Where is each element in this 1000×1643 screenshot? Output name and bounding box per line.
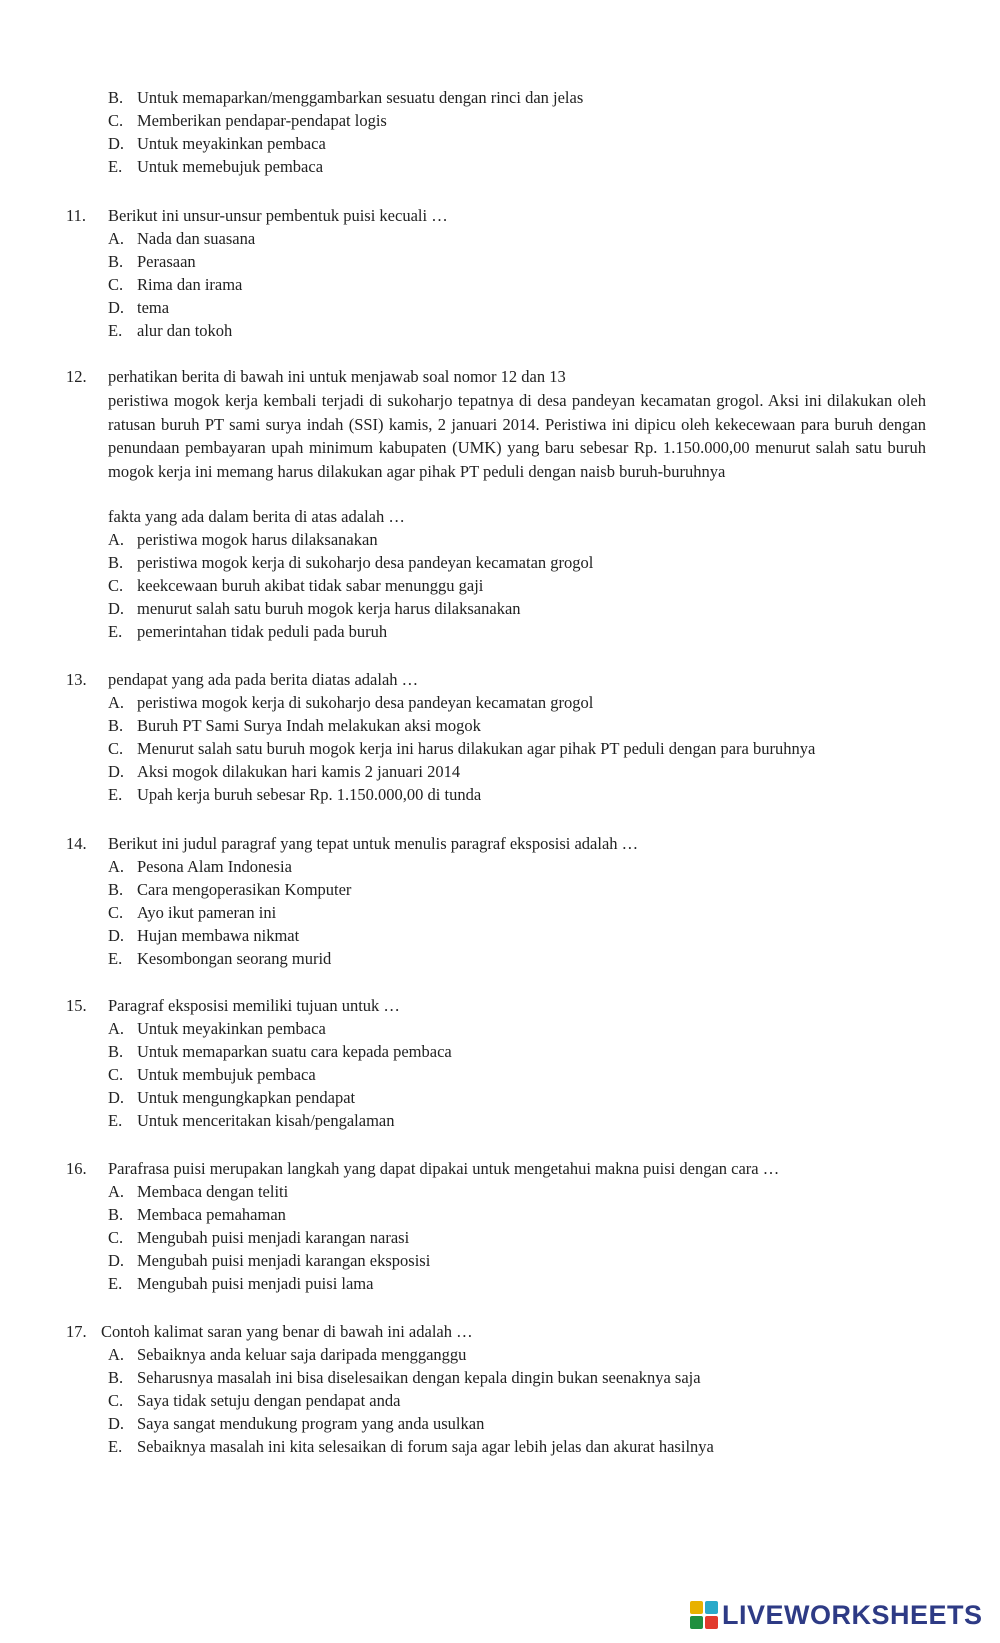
question-number: 13. — [66, 670, 87, 689]
option-text: Sebaiknya anda keluar saja daripada mengganggu — [137, 1345, 467, 1364]
option-text: Upah kerja buruh sebesar Rp. 1.150.000,00 di tunda — [137, 785, 482, 804]
option-text: Rima dan irama — [137, 275, 243, 294]
question-text: Parafrasa puisi merupakan langkah yang dapat dipakai untuk mengetahui makna puisi dengan cara … — [108, 1159, 780, 1178]
option-letter: C. — [108, 903, 124, 922]
option-text: peristiwa mogok harus dilaksanakan — [137, 530, 378, 549]
option-letter: A. — [108, 229, 125, 248]
option-text: keekcewaan buruh akibat tidak sabar menunggu gaji — [137, 576, 484, 595]
option-text: Seharusnya masalah ini bisa diselesaikan dengan kepala dingin bukan seenaknya saja — [137, 1368, 701, 1387]
option-text: Untuk membujuk pembaca — [137, 1065, 316, 1084]
option-text: Memberikan pendapar-pendapat logis — [137, 111, 387, 130]
option-text: Untuk menceritakan kisah/pengalaman — [137, 1111, 395, 1130]
option-letter: D. — [108, 762, 125, 781]
option-text: Ayo ikut pameran ini — [137, 903, 277, 922]
option-letter: B. — [108, 252, 124, 271]
question-text: Contoh kalimat saran yang benar di bawah ini adalah … — [101, 1322, 473, 1341]
logo-square — [705, 1601, 718, 1614]
option-text: peristiwa mogok kerja di sukoharjo desa pandeyan kecamatan grogol — [137, 693, 594, 712]
option-letter: E. — [108, 1274, 123, 1293]
option-letter: C. — [108, 1065, 124, 1084]
option-letter: A. — [108, 693, 125, 712]
news-passage: peristiwa mogok kerja kembali terjadi di sukoharjo tepatnya di desa pandeyan kecamatan grogol. Aksi ini dilakukan oleh ratusan buruh PT sami surya indah (SSI) kamis, 2 januari 2014. Peristiwa ini dipicu oleh kekecewaan para buruh dengan penundaan pembayaran upah minimum kabupaten (UMK) yang baru sebesar Rp. 1.150.000,00 menurut salah satu buruh mogok kerja ini memang harus dilakukan agar pihak PT peduli dengan naisb buruh-buruhnya — [108, 391, 926, 481]
option-text: Mengubah puisi menjadi karangan narasi — [137, 1228, 410, 1247]
question-number: 15. — [66, 996, 87, 1015]
option-letter: E. — [108, 321, 123, 340]
option-text: Untuk mengungkapkan pendapat — [137, 1088, 356, 1107]
option-letter: E. — [108, 1111, 123, 1130]
option-letter: A. — [108, 1345, 125, 1364]
option-text: pemerintahan tidak peduli pada buruh — [137, 622, 388, 641]
option-text: tema — [137, 298, 170, 317]
question-number: 12. — [66, 367, 87, 386]
option-letter: E. — [108, 1437, 123, 1456]
option-letter: B. — [108, 1205, 124, 1224]
option-letter: A. — [108, 857, 125, 876]
option-text: Aksi mogok dilakukan hari kamis 2 januari 2014 — [137, 762, 461, 781]
option-letter: D. — [108, 298, 125, 317]
option-text: Untuk meyakinkan pembaca — [137, 1019, 326, 1038]
option-letter: D. — [108, 599, 125, 618]
option-text: Buruh PT Sami Surya Indah melakukan aksi mogok — [137, 716, 481, 735]
option-letter: B. — [108, 1368, 124, 1387]
logo-square — [690, 1616, 703, 1629]
option-text: Sebaiknya masalah ini kita selesaikan di forum saja agar lebih jelas dan akurat hasilnya — [137, 1437, 714, 1456]
option-text: Untuk memebujuk pembaca — [137, 157, 324, 176]
option-letter: D. — [108, 1088, 125, 1107]
option-letter: D. — [108, 134, 125, 153]
option-text: peristiwa mogok kerja di sukoharjo desa pandeyan kecamatan grogol — [137, 553, 594, 572]
option-letter: E. — [108, 785, 123, 804]
option-letter: B. — [108, 88, 124, 107]
option-text: Membaca pemahaman — [137, 1205, 286, 1224]
liveworksheets-brand-text: LIVEWORKSHEETS — [722, 1599, 983, 1630]
option-text: Mengubah puisi menjadi puisi lama — [137, 1274, 374, 1293]
option-letter: A. — [108, 1019, 125, 1038]
option-letter: B. — [108, 716, 124, 735]
option-text: Menurut salah satu buruh mogok kerja ini harus dilakukan agar pihak PT peduli dengan para buruhnya — [137, 739, 816, 758]
option-text: Kesombongan seorang murid — [137, 949, 332, 968]
option-text: Hujan membawa nikmat — [137, 926, 300, 945]
option-text: Nada dan suasana — [137, 229, 256, 248]
option-letter: A. — [108, 530, 125, 549]
question-number: 17. — [66, 1322, 87, 1341]
question-number: 11. — [66, 206, 87, 225]
option-text: Pesona Alam Indonesia — [137, 857, 292, 876]
liveworksheets-logo[interactable] — [690, 1598, 983, 1632]
option-text: Saya tidak setuju dengan pendapat anda — [137, 1391, 401, 1410]
option-text: alur dan tokoh — [137, 321, 233, 340]
option-letter: C. — [108, 1391, 124, 1410]
option-letter: C. — [108, 111, 124, 130]
option-text: Mengubah puisi menjadi karangan eksposisi — [137, 1251, 431, 1270]
option-letter: D. — [108, 926, 125, 945]
option-text: Untuk meyakinkan pembaca — [137, 134, 326, 153]
question-prompt: fakta yang ada dalam berita di atas adalah … — [108, 507, 405, 526]
option-letter: E. — [108, 949, 123, 968]
question-text: pendapat yang ada pada berita diatas adalah … — [108, 670, 419, 689]
option-letter: A. — [108, 1182, 125, 1201]
option-letter: B. — [108, 1042, 124, 1061]
question-text: Paragraf eksposisi memiliki tujuan untuk … — [108, 996, 400, 1015]
option-text: Perasaan — [137, 252, 196, 271]
option-letter: C. — [108, 275, 124, 294]
option-text: Untuk memaparkan/menggambarkan sesuatu dengan rinci dan jelas — [137, 88, 584, 107]
logo-square — [705, 1616, 718, 1629]
option-letter: D. — [108, 1414, 125, 1433]
question-text: Berikut ini unsur-unsur pembentuk puisi kecuali … — [108, 206, 448, 225]
option-text: Cara mengoperasikan Komputer — [137, 880, 352, 899]
logo-square — [690, 1601, 703, 1614]
option-letter: E. — [108, 157, 123, 176]
question-number: 14. — [66, 834, 87, 853]
option-letter: E. — [108, 622, 123, 641]
option-text: Untuk memaparkan suatu cara kepada pembaca — [137, 1042, 452, 1061]
question-text: perhatikan berita di bawah ini untuk menjawab soal nomor 12 dan 13 — [108, 367, 566, 386]
option-letter: C. — [108, 576, 124, 595]
option-text: Saya sangat mendukung program yang anda usulkan — [137, 1414, 485, 1433]
question-text: Berikut ini judul paragraf yang tepat untuk menulis paragraf eksposisi adalah … — [108, 834, 639, 853]
option-letter: C. — [108, 739, 124, 758]
liveworksheets-logo-icon — [690, 1601, 718, 1629]
option-letter: D. — [108, 1251, 125, 1270]
option-text: menurut salah satu buruh mogok kerja harus dilaksanakan — [137, 599, 521, 618]
option-letter: B. — [108, 880, 124, 899]
question-number: 16. — [66, 1159, 87, 1178]
option-text: Membaca dengan teliti — [137, 1182, 289, 1201]
option-letter: B. — [108, 553, 124, 572]
option-letter: C. — [108, 1228, 124, 1247]
